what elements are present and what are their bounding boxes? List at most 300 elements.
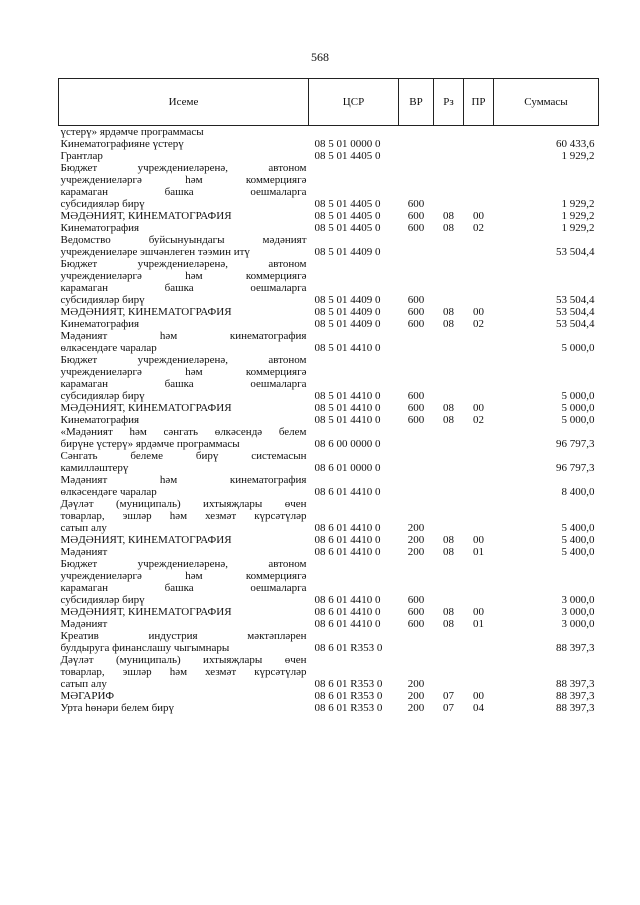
- row-name-line: Бюджет учреждениеләренә, автоном: [60, 558, 307, 570]
- row-rz: 08: [443, 618, 454, 630]
- row-vr: 600: [407, 414, 425, 426]
- row-pr: [464, 558, 494, 570]
- row-rz: [434, 654, 464, 666]
- row-csr: [309, 330, 399, 342]
- row-sum: 5 000,0: [561, 414, 595, 426]
- row-vr: [399, 174, 434, 186]
- row-sum: [494, 366, 599, 378]
- table-row: [59, 150, 599, 162]
- row-rz: [434, 594, 464, 606]
- row-csr: [309, 426, 399, 438]
- row-rz: 08: [443, 534, 454, 546]
- row-vr: [399, 366, 434, 378]
- row-pr: [464, 126, 494, 139]
- row-pr: [464, 450, 494, 462]
- row-pr: [464, 150, 494, 162]
- table-row: [59, 666, 599, 678]
- row-rz: [434, 642, 464, 654]
- row-pr: 00: [473, 306, 484, 318]
- row-pr: [464, 234, 494, 246]
- row-rz: 08: [443, 414, 454, 426]
- row-rz: 08: [443, 306, 454, 318]
- row-pr: 01: [473, 618, 484, 630]
- table-row: [59, 570, 599, 582]
- row-name-line: товарлар, эшләр һәм хезмәт күрсәтүләр: [60, 666, 307, 678]
- header-rz: Рз: [434, 79, 464, 126]
- row-pr: [464, 246, 494, 258]
- header-sum: Суммасы: [494, 79, 599, 126]
- row-name-line: өлкәсендәге чаралар: [60, 342, 157, 354]
- row-sum: 5 000,0: [561, 390, 595, 402]
- row-vr: [399, 498, 434, 510]
- table-row: [59, 234, 599, 246]
- row-csr: 08 6 00 0000 0: [314, 438, 381, 450]
- row-csr: 08 6 01 4410 0: [314, 594, 381, 606]
- row-vr: [399, 642, 434, 654]
- table-row: [59, 642, 599, 654]
- row-rz: [434, 462, 464, 474]
- row-csr: 08 6 01 4410 0: [314, 486, 381, 498]
- table-row: [59, 174, 599, 186]
- row-vr: [399, 354, 434, 366]
- row-name-line: Сәнгать белеме бирү системасын: [60, 450, 307, 462]
- row-vr: [399, 558, 434, 570]
- row-vr: 600: [407, 606, 425, 618]
- row-pr: [464, 630, 494, 642]
- row-name-line: Креатив индустрия мәктәпләрен: [60, 630, 307, 642]
- row-vr: [399, 138, 434, 150]
- row-pr: 02: [473, 414, 484, 426]
- row-rz: 08: [443, 546, 454, 558]
- row-rz: 08: [443, 402, 454, 414]
- row-rz: [434, 198, 464, 210]
- table-row: [59, 186, 599, 198]
- row-sum: [494, 630, 599, 642]
- row-vr: [399, 234, 434, 246]
- row-rz: [434, 174, 464, 186]
- table-row: [59, 654, 599, 666]
- row-rz: [434, 426, 464, 438]
- row-rz: [434, 666, 464, 678]
- row-csr: 08 5 01 4405 0: [314, 222, 381, 234]
- row-vr: [399, 342, 434, 354]
- row-pr: 00: [473, 402, 484, 414]
- row-name-line: учреждениеләргә һәм коммерциягә: [60, 570, 307, 582]
- row-vr: [399, 654, 434, 666]
- row-rz: [434, 162, 464, 174]
- row-pr: [464, 654, 494, 666]
- row-csr: 08 6 01 R353 0: [314, 702, 383, 714]
- row-pr: 00: [473, 534, 484, 546]
- row-sum: [494, 510, 599, 522]
- row-rz: [434, 558, 464, 570]
- row-sum: 53 504,4: [556, 306, 595, 318]
- row-rz: [434, 150, 464, 162]
- row-sum: [494, 474, 599, 486]
- row-name-line: Кинематография: [60, 414, 140, 426]
- row-name-line: сатып алу: [60, 678, 107, 690]
- row-csr: 08 6 01 0000 0: [314, 462, 381, 474]
- row-csr: [309, 570, 399, 582]
- row-vr: [399, 270, 434, 282]
- row-sum: [494, 426, 599, 438]
- row-rz: [434, 630, 464, 642]
- row-sum: 5 400,0: [561, 546, 595, 558]
- row-csr: [309, 474, 399, 486]
- table-row: [59, 390, 599, 402]
- table-row: [59, 258, 599, 270]
- row-vr: [399, 426, 434, 438]
- table-row: [59, 594, 599, 606]
- row-vr: [399, 330, 434, 342]
- row-name-line: Мәдәният һәм кинематография: [60, 474, 307, 486]
- table-row: [59, 270, 599, 282]
- row-pr: [464, 390, 494, 402]
- row-pr: [464, 198, 494, 210]
- row-rz: [434, 138, 464, 150]
- row-csr: 08 5 01 4405 0: [314, 198, 381, 210]
- row-rz: [434, 246, 464, 258]
- table-row: [59, 450, 599, 462]
- row-rz: [434, 390, 464, 402]
- row-rz: [434, 582, 464, 594]
- row-pr: [464, 426, 494, 438]
- row-rz: [434, 186, 464, 198]
- row-name-line: бирүне үстерү» ярдәмче программасы: [60, 438, 240, 450]
- row-sum: 88 397,3: [556, 678, 595, 690]
- row-sum: [494, 570, 599, 582]
- row-name-line: карамаган башка оешмаларга: [60, 378, 307, 390]
- row-pr: [464, 354, 494, 366]
- row-pr: [464, 270, 494, 282]
- table-row: [59, 522, 599, 534]
- row-pr: [464, 162, 494, 174]
- row-csr: [309, 126, 399, 139]
- table-header: [59, 79, 599, 126]
- row-name-line: Кинематографияне үстерү: [60, 138, 184, 150]
- row-vr: 600: [407, 390, 425, 402]
- row-sum: 1 929,2: [561, 198, 595, 210]
- row-sum: 5 400,0: [561, 534, 595, 546]
- row-pr: [464, 258, 494, 270]
- row-csr: 08 6 01 4410 0: [314, 606, 381, 618]
- row-sum: [494, 126, 599, 139]
- header-csr: ЦСР: [309, 79, 399, 126]
- row-name-line: МӘДӘНИЯТ, КИНЕМАТОГРАФИЯ: [60, 306, 232, 318]
- row-name-line: карамаган башка оешмаларга: [60, 282, 307, 294]
- row-name-line: үстерү» ярдәмче программасы: [60, 126, 204, 138]
- row-csr: [309, 558, 399, 570]
- row-pr: [464, 474, 494, 486]
- row-pr: [464, 666, 494, 678]
- row-vr: [399, 630, 434, 642]
- table-row: [59, 630, 599, 642]
- row-name-line: субсидияләр бирү: [60, 198, 145, 210]
- row-rz: [434, 486, 464, 498]
- row-csr: 08 5 01 0000 0: [314, 138, 381, 150]
- table-row: [59, 414, 599, 426]
- table-row: [59, 246, 599, 258]
- row-name-line: учреждениеләргә һәм коммерциягә: [60, 270, 307, 282]
- table-row: [59, 210, 599, 222]
- row-vr: 600: [407, 402, 425, 414]
- row-name-line: МӘДӘНИЯТ, КИНЕМАТОГРАФИЯ: [60, 606, 232, 618]
- table-row: [59, 378, 599, 390]
- row-pr: 01: [473, 546, 484, 558]
- row-pr: [464, 174, 494, 186]
- row-vr: [399, 510, 434, 522]
- row-pr: [464, 642, 494, 654]
- row-vr: [399, 186, 434, 198]
- table-row: [59, 678, 599, 690]
- row-sum: 1 929,2: [561, 222, 595, 234]
- row-rz: [434, 294, 464, 306]
- row-rz: [434, 450, 464, 462]
- row-csr: [309, 378, 399, 390]
- row-pr: [464, 570, 494, 582]
- row-name-line: Кинематография: [60, 318, 140, 330]
- row-sum: [494, 498, 599, 510]
- row-sum: 1 929,2: [561, 210, 595, 222]
- row-csr: 08 5 01 4405 0: [314, 210, 381, 222]
- row-sum: [494, 162, 599, 174]
- row-rz: [434, 438, 464, 450]
- row-csr: 08 5 01 4410 0: [314, 342, 381, 354]
- row-vr: [399, 486, 434, 498]
- row-sum: [494, 378, 599, 390]
- row-name-line: сатып алу: [60, 522, 107, 534]
- row-sum: 88 397,3: [556, 690, 595, 702]
- row-rz: [434, 510, 464, 522]
- row-rz: [434, 378, 464, 390]
- row-name-line: Мәдәният һәм кинематография: [60, 330, 307, 342]
- row-pr: [464, 378, 494, 390]
- row-csr: 08 5 01 4410 0: [314, 414, 381, 426]
- row-csr: 08 6 01 4410 0: [314, 522, 381, 534]
- row-vr: [399, 258, 434, 270]
- row-csr: [309, 258, 399, 270]
- row-pr: [464, 582, 494, 594]
- table-row: [59, 306, 599, 318]
- row-pr: 00: [473, 210, 484, 222]
- row-csr: 08 5 01 4410 0: [314, 390, 381, 402]
- header-pr: ПР: [464, 79, 494, 126]
- table-row: [59, 162, 599, 174]
- table-row: [59, 138, 599, 150]
- row-name-line: Кинематография: [60, 222, 140, 234]
- row-csr: [309, 654, 399, 666]
- row-sum: 3 000,0: [561, 606, 595, 618]
- row-sum: [494, 174, 599, 186]
- row-sum: [494, 582, 599, 594]
- row-vr: 600: [407, 294, 425, 306]
- row-pr: [464, 594, 494, 606]
- row-rz: [434, 270, 464, 282]
- table-row: [59, 702, 599, 714]
- row-pr: 02: [473, 222, 484, 234]
- row-rz: [434, 498, 464, 510]
- row-name-line: Бюджет учреждениеләренә, автоном: [60, 258, 307, 270]
- row-sum: 3 000,0: [561, 594, 595, 606]
- row-name-line: МӘДӘНИЯТ, КИНЕМАТОГРАФИЯ: [60, 402, 232, 414]
- row-pr: 02: [473, 318, 484, 330]
- row-sum: 96 797,3: [556, 462, 595, 474]
- row-name-line: МӘДӘНИЯТ, КИНЕМАТОГРАФИЯ: [60, 210, 232, 222]
- row-csr: 08 6 01 4410 0: [314, 534, 381, 546]
- row-vr: 600: [407, 318, 425, 330]
- table-row: [59, 126, 599, 139]
- row-sum: [494, 330, 599, 342]
- table-row: [59, 534, 599, 546]
- row-rz: 08: [443, 210, 454, 222]
- row-vr: 200: [407, 546, 425, 558]
- table-row: [59, 486, 599, 498]
- row-name-line: субсидияләр бирү: [60, 594, 145, 606]
- row-name-line: Дәүләт (муниципаль) ихтыяҗлары өчен: [60, 498, 307, 510]
- row-vr: [399, 582, 434, 594]
- row-vr: 200: [407, 702, 425, 714]
- row-rz: [434, 234, 464, 246]
- row-name-line: субсидияләр бирү: [60, 294, 145, 306]
- table-row: [59, 318, 599, 330]
- row-sum: 88 397,3: [556, 702, 595, 714]
- row-name-line: учреждениеләргә һәм коммерциягә: [60, 174, 307, 186]
- row-sum: [494, 258, 599, 270]
- row-vr: [399, 378, 434, 390]
- table-row: [59, 558, 599, 570]
- row-name-line: карамаган башка оешмаларга: [60, 186, 307, 198]
- row-csr: 08 5 01 4409 0: [314, 306, 381, 318]
- row-rz: 08: [443, 606, 454, 618]
- row-vr: [399, 474, 434, 486]
- row-csr: [309, 630, 399, 642]
- row-name-line: карамаган башка оешмаларга: [60, 582, 307, 594]
- table-row: [59, 402, 599, 414]
- row-vr: 600: [407, 618, 425, 630]
- row-csr: [309, 174, 399, 186]
- row-vr: [399, 162, 434, 174]
- row-pr: [464, 138, 494, 150]
- table-row: [59, 510, 599, 522]
- page-number: 568: [311, 50, 329, 64]
- row-rz: 07: [443, 690, 454, 702]
- row-sum: 53 504,4: [556, 246, 595, 258]
- row-csr: 08 5 01 4409 0: [314, 294, 381, 306]
- row-name-line: Бюджет учреждениеләренә, автоном: [60, 162, 307, 174]
- row-rz: [434, 522, 464, 534]
- header-name: Исеме: [59, 79, 309, 126]
- row-name-line: Урта һөнәри белем бирү: [60, 702, 175, 714]
- row-sum: [494, 654, 599, 666]
- row-vr: 200: [407, 534, 425, 546]
- row-rz: [434, 342, 464, 354]
- table-row: [59, 342, 599, 354]
- row-csr: [309, 186, 399, 198]
- table-row: [59, 498, 599, 510]
- table-row: [59, 582, 599, 594]
- row-csr: [309, 510, 399, 522]
- row-vr: [399, 150, 434, 162]
- table-row: [59, 438, 599, 450]
- row-sum: [494, 558, 599, 570]
- row-rz: [434, 126, 464, 139]
- row-vr: [399, 570, 434, 582]
- row-pr: [464, 486, 494, 498]
- row-pr: [464, 510, 494, 522]
- row-name-line: товарлар, эшләр һәм хезмәт күрсәтүләр: [60, 510, 307, 522]
- row-sum: 53 504,4: [556, 294, 595, 306]
- table-body: [59, 126, 599, 715]
- row-pr: 00: [473, 606, 484, 618]
- row-name-line: Дәүләт (муниципаль) ихтыяҗлары өчен: [60, 654, 307, 666]
- budget-table: [58, 78, 599, 714]
- row-csr: [309, 498, 399, 510]
- row-csr: [309, 354, 399, 366]
- table-row: [59, 426, 599, 438]
- row-rz: [434, 570, 464, 582]
- row-sum: 5 000,0: [561, 402, 595, 414]
- row-rz: [434, 474, 464, 486]
- row-name-line: Грантлар: [60, 150, 103, 162]
- row-vr: 600: [407, 198, 425, 210]
- row-name-line: Мәдәният: [60, 618, 108, 630]
- row-csr: [309, 234, 399, 246]
- row-vr: [399, 462, 434, 474]
- row-pr: [464, 282, 494, 294]
- row-vr: 200: [407, 678, 425, 690]
- row-pr: [464, 186, 494, 198]
- table-row: [59, 222, 599, 234]
- row-csr: 08 6 01 R353 0: [314, 642, 383, 654]
- row-rz: [434, 678, 464, 690]
- row-pr: [464, 294, 494, 306]
- row-vr: 600: [407, 210, 425, 222]
- row-sum: [494, 270, 599, 282]
- row-rz: [434, 354, 464, 366]
- row-name-line: МӘГАРИФ: [60, 690, 115, 702]
- row-name-line: субсидияләр бирү: [60, 390, 145, 402]
- row-name-line: Ведомство буйсынуындагы мәдәният: [60, 234, 307, 246]
- row-sum: 60 433,6: [556, 138, 595, 150]
- table-row: [59, 366, 599, 378]
- row-sum: [494, 450, 599, 462]
- row-sum: 96 797,3: [556, 438, 595, 450]
- row-vr: 600: [407, 306, 425, 318]
- table-row: [59, 294, 599, 306]
- row-rz: [434, 330, 464, 342]
- row-sum: 5 400,0: [561, 522, 595, 534]
- header-vr: ВР: [399, 79, 434, 126]
- row-pr: [464, 522, 494, 534]
- row-sum: 88 397,3: [556, 642, 595, 654]
- row-sum: [494, 282, 599, 294]
- table-row: [59, 282, 599, 294]
- table-row: [59, 330, 599, 342]
- row-sum: [494, 666, 599, 678]
- row-csr: 08 5 01 4409 0: [314, 318, 381, 330]
- row-vr: [399, 666, 434, 678]
- table-row: [59, 474, 599, 486]
- row-vr: 600: [407, 594, 425, 606]
- row-rz: 08: [443, 318, 454, 330]
- row-csr: [309, 582, 399, 594]
- row-rz: 08: [443, 222, 454, 234]
- row-csr: [309, 282, 399, 294]
- row-vr: 200: [407, 522, 425, 534]
- row-vr: [399, 126, 434, 139]
- table-row: [59, 354, 599, 366]
- row-name-line: учреждениеләре эшчәнлеген тәэмин итү: [60, 246, 250, 258]
